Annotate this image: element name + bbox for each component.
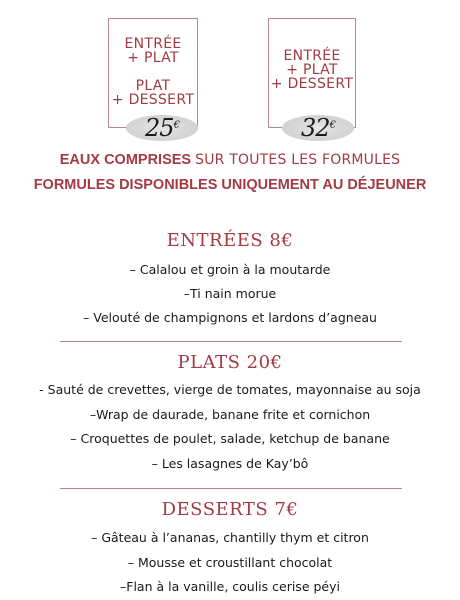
menu-item: – Mousse et croustillant chocolat [127,555,333,570]
menu-item: – Croquettes de poulet, salade, ketchup de banane [70,431,390,446]
formula-2-price-value: 32 [301,114,330,142]
formula-1-text: ENTRÉE + PLAT PLAT + DESSERT [111,36,195,108]
formula-box-2 [268,18,356,128]
section-divider [60,341,402,342]
menu-item: – Velouté de champignons et lardons d’agneau [83,310,377,325]
water-note-rest: SUR TOUTES LES FORMULES [195,152,401,168]
menu-item: –Wrap de daurade, banane frite et cornichon [89,407,371,422]
menu-item: – Les lasagnes de Kay’bô [151,456,309,471]
menu-item: –Ti nain morue [183,286,277,301]
lunch-only-note: FORMULES DISPONIBLES UNIQUEMENT AU DÉJEUNER [33,177,427,193]
water-note-bold: EAUX COMPRISES [59,152,192,168]
section-title-plats: PLATS 20€ [177,352,283,373]
menu-item: – Gâteau à l’ananas, chantilly thym et citron [91,530,369,545]
formula-1-price-value: 25 [145,114,174,142]
formula-1-price [126,115,198,141]
formula-2-currency: € [329,120,335,131]
menu-item: - Sauté de crevettes, vierge de tomates, mayonnaise au soja [39,382,421,397]
section-divider [60,488,402,489]
section-title-entrees: ENTRÉES 8€ [166,230,294,251]
menu-item: –Flan à la vanille, coulis cerise péyi [120,579,340,594]
formula-box-1 [108,18,198,128]
formula-1-currency: € [173,120,179,131]
water-note [0,152,460,168]
formula-2-price [282,115,354,141]
menu-item: – Calalou et groin à la moutarde [129,262,331,277]
formula-2-text: ENTRÉE + PLAT + DESSERT [270,48,354,92]
section-title-desserts: DESSERTS 7€ [161,499,299,520]
